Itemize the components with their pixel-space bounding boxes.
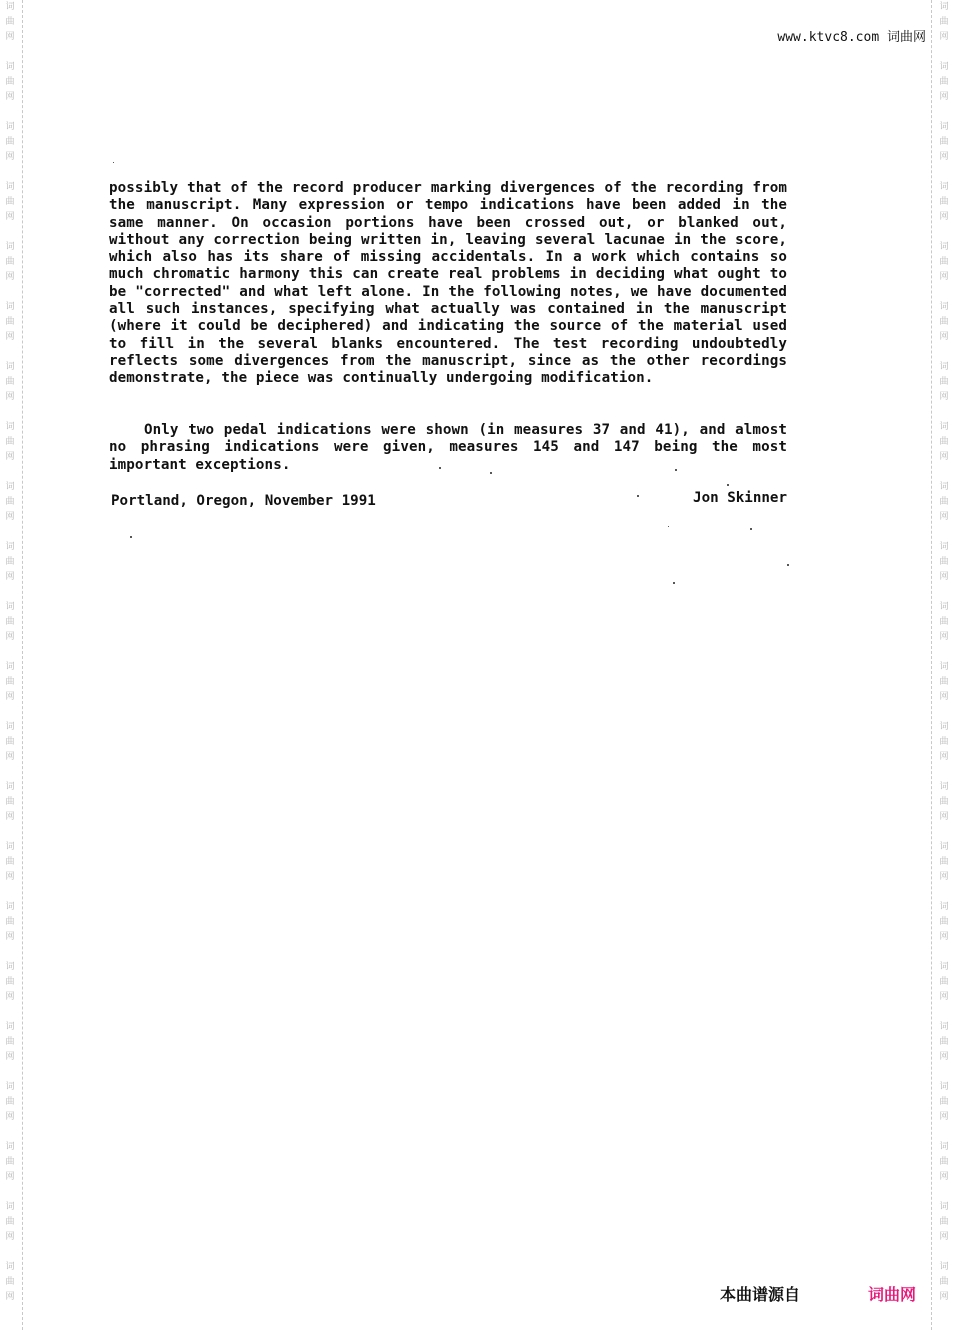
watermark-glyph: 曲 — [5, 1217, 15, 1227]
scan-speck — [113, 162, 114, 163]
watermark-group — [2, 360, 18, 420]
watermark-glyph: 词 — [939, 662, 949, 672]
watermark-glyph: 网 — [5, 392, 15, 402]
author-signature: Jon Skinner — [693, 490, 787, 506]
watermark-glyph: 曲 — [5, 1097, 15, 1107]
watermark-glyph: 曲 — [5, 17, 15, 27]
watermark-glyph: 词 — [5, 1142, 15, 1152]
watermark-group — [936, 720, 952, 780]
watermark-glyph: 曲 — [939, 377, 949, 387]
watermark-glyph: 网 — [5, 92, 15, 102]
watermark-group — [936, 60, 952, 120]
watermark-glyph: 词 — [939, 422, 949, 432]
scan-speck — [727, 484, 729, 486]
watermark-glyph: 曲 — [939, 1217, 949, 1227]
watermark-glyph: 词 — [939, 542, 949, 552]
watermark-glyph: 词 — [5, 782, 15, 792]
watermark-glyph: 词 — [5, 602, 15, 612]
watermark-glyph: 网 — [5, 1232, 15, 1242]
watermark-glyph: 词 — [939, 182, 949, 192]
watermark-glyph: 网 — [5, 1292, 15, 1302]
watermark-glyph: 曲 — [5, 917, 15, 927]
watermark-group — [936, 480, 952, 540]
watermark-glyph: 网 — [939, 272, 949, 282]
watermark-glyph: 词 — [939, 902, 949, 912]
watermark-group — [936, 1080, 952, 1140]
watermark-glyph: 曲 — [939, 797, 949, 807]
watermark-glyph: 词 — [939, 242, 949, 252]
watermark-glyph: 词 — [5, 1262, 15, 1272]
watermark-glyph: 词 — [939, 1142, 949, 1152]
watermark-glyph: 词 — [5, 542, 15, 552]
watermark-glyph: 词 — [939, 1262, 949, 1272]
watermark-glyph: 曲 — [5, 317, 15, 327]
watermark-glyph: 网 — [939, 1292, 949, 1302]
watermark-group — [936, 540, 952, 600]
site-name: 词曲网 — [886, 30, 926, 45]
watermark-glyph: 词 — [939, 1022, 949, 1032]
watermark-glyph: 网 — [939, 152, 949, 162]
watermark-glyph: 词 — [939, 782, 949, 792]
right-edge-line — [931, 0, 932, 1330]
watermark-glyph: 曲 — [939, 1277, 949, 1287]
watermark-glyph: 曲 — [5, 677, 15, 687]
watermark-glyph: 网 — [5, 992, 15, 1002]
watermark-glyph: 网 — [939, 932, 949, 942]
watermark-glyph: 词 — [5, 1022, 15, 1032]
watermark-group — [936, 420, 952, 480]
watermark-group — [936, 1020, 952, 1080]
watermark-group — [2, 420, 18, 480]
watermark-glyph: 曲 — [5, 437, 15, 447]
left-edge-line — [22, 0, 23, 1330]
watermark-glyph: 词 — [939, 302, 949, 312]
watermark-glyph: 曲 — [939, 17, 949, 27]
watermark-group — [2, 120, 18, 180]
watermark-group — [2, 1020, 18, 1080]
scan-speck — [787, 564, 789, 566]
watermark-glyph: 曲 — [939, 77, 949, 87]
watermark-group — [936, 840, 952, 900]
watermark-glyph: 曲 — [5, 737, 15, 747]
watermark-group — [2, 180, 18, 240]
watermark-glyph: 词 — [5, 2, 15, 12]
watermark-glyph: 网 — [939, 452, 949, 462]
watermark-glyph: 词 — [5, 482, 15, 492]
watermark-glyph: 网 — [939, 1052, 949, 1062]
watermark-glyph: 网 — [5, 32, 15, 42]
watermark-glyph: 网 — [939, 692, 949, 702]
watermark-glyph: 网 — [5, 752, 15, 762]
watermark-glyph: 曲 — [939, 737, 949, 747]
watermark-glyph: 网 — [5, 872, 15, 882]
place-date-line: Portland, Oregon, November 1991 — [111, 493, 376, 509]
watermark-group — [2, 1200, 18, 1260]
watermark-glyph: 网 — [5, 1052, 15, 1062]
watermark-glyph: 曲 — [939, 497, 949, 507]
watermark-glyph: 曲 — [939, 917, 949, 927]
watermark-glyph: 词 — [5, 962, 15, 972]
watermark-glyph: 曲 — [939, 977, 949, 987]
watermark-group — [936, 1140, 952, 1200]
watermark-group — [2, 840, 18, 900]
watermark-group — [2, 600, 18, 660]
watermark-glyph: 词 — [5, 662, 15, 672]
watermark-glyph: 词 — [5, 242, 15, 252]
watermark-glyph: 曲 — [939, 1157, 949, 1167]
watermark-glyph: 网 — [939, 632, 949, 642]
watermark-group — [2, 0, 18, 60]
watermark-group — [936, 120, 952, 180]
footer-source-label: 本曲谱源自 — [720, 1285, 801, 1304]
watermark-glyph: 曲 — [5, 197, 15, 207]
watermark-glyph: 曲 — [939, 857, 949, 867]
watermark-glyph: 词 — [939, 122, 949, 132]
watermark-group — [2, 960, 18, 1020]
left-watermark-column — [2, 0, 18, 1330]
watermark-glyph: 曲 — [5, 1277, 15, 1287]
watermark-glyph: 网 — [939, 752, 949, 762]
watermark-group — [936, 360, 952, 420]
watermark-glyph: 曲 — [5, 797, 15, 807]
watermark-glyph: 词 — [5, 842, 15, 852]
watermark-glyph: 曲 — [939, 1037, 949, 1047]
watermark-glyph: 网 — [5, 512, 15, 522]
watermark-group — [2, 780, 18, 840]
watermark-glyph: 词 — [939, 362, 949, 372]
watermark-glyph: 网 — [5, 152, 15, 162]
watermark-glyph: 网 — [5, 1112, 15, 1122]
watermark-glyph: 曲 — [939, 557, 949, 567]
watermark-glyph: 曲 — [939, 257, 949, 267]
watermark-glyph: 网 — [939, 332, 949, 342]
site-url: www.ktvc8.com — [777, 30, 880, 45]
watermark-glyph: 网 — [939, 812, 949, 822]
watermark-glyph: 曲 — [5, 1157, 15, 1167]
watermark-glyph: 词 — [5, 362, 15, 372]
scan-speck — [490, 472, 492, 474]
watermark-glyph: 曲 — [939, 317, 949, 327]
watermark-glyph: 曲 — [939, 677, 949, 687]
watermark-glyph: 曲 — [939, 1097, 949, 1107]
watermark-glyph: 词 — [5, 1202, 15, 1212]
watermark-glyph: 曲 — [5, 497, 15, 507]
watermark-glyph: 词 — [939, 482, 949, 492]
watermark-glyph: 词 — [939, 602, 949, 612]
scan-speck — [668, 526, 669, 527]
watermark-group — [2, 1080, 18, 1140]
watermark-glyph: 网 — [5, 212, 15, 222]
watermark-group — [936, 180, 952, 240]
watermark-glyph: 曲 — [5, 137, 15, 147]
watermark-glyph: 曲 — [939, 137, 949, 147]
watermark-glyph: 词 — [939, 1082, 949, 1092]
watermark-glyph: 曲 — [5, 977, 15, 987]
watermark-glyph: 网 — [939, 1172, 949, 1182]
watermark-group — [2, 660, 18, 720]
watermark-glyph: 曲 — [5, 557, 15, 567]
scan-speck — [637, 495, 639, 497]
watermark-group — [936, 1200, 952, 1260]
watermark-group — [2, 900, 18, 960]
watermark-group — [936, 1260, 952, 1320]
watermark-group — [936, 660, 952, 720]
footer-brand-link[interactable]: 词曲网 — [868, 1285, 917, 1304]
watermark-group — [936, 900, 952, 960]
watermark-glyph: 词 — [939, 1202, 949, 1212]
watermark-glyph: 网 — [5, 452, 15, 462]
scan-speck — [750, 528, 752, 530]
watermark-group — [2, 720, 18, 780]
watermark-glyph: 曲 — [5, 857, 15, 867]
watermark-group — [936, 0, 952, 60]
watermark-glyph: 曲 — [5, 1037, 15, 1047]
watermark-glyph: 词 — [5, 122, 15, 132]
watermark-group — [2, 480, 18, 540]
watermark-group — [936, 300, 952, 360]
scan-speck — [130, 536, 132, 538]
watermark-glyph: 网 — [5, 332, 15, 342]
watermark-glyph: 网 — [939, 212, 949, 222]
watermark-glyph: 网 — [939, 872, 949, 882]
watermark-group — [2, 60, 18, 120]
watermark-glyph: 曲 — [5, 257, 15, 267]
watermark-glyph: 曲 — [939, 617, 949, 627]
body-paragraph-2: Only two pedal indications were shown (in measures 37 and 41), and almost no phrasing indications were given, measures 145 and 147 being the most important exceptions. — [109, 422, 787, 473]
watermark-glyph: 网 — [939, 392, 949, 402]
watermark-glyph: 词 — [939, 2, 949, 12]
watermark-glyph: 词 — [5, 722, 15, 732]
watermark-glyph: 词 — [5, 422, 15, 432]
watermark-glyph: 网 — [5, 812, 15, 822]
watermark-glyph: 曲 — [5, 77, 15, 87]
watermark-glyph: 网 — [939, 32, 949, 42]
watermark-group — [2, 540, 18, 600]
site-header-link[interactable] — [777, 26, 926, 45]
watermark-group — [936, 600, 952, 660]
watermark-glyph: 词 — [939, 62, 949, 72]
scan-speck — [673, 582, 675, 584]
watermark-group — [2, 1260, 18, 1320]
watermark-glyph: 网 — [5, 272, 15, 282]
watermark-glyph: 网 — [5, 572, 15, 582]
scan-speck — [675, 469, 677, 471]
watermark-group — [2, 1140, 18, 1200]
watermark-group — [936, 780, 952, 840]
watermark-group — [2, 240, 18, 300]
watermark-glyph: 网 — [939, 512, 949, 522]
watermark-glyph: 词 — [5, 62, 15, 72]
watermark-glyph: 词 — [939, 722, 949, 732]
watermark-glyph: 词 — [5, 1082, 15, 1092]
watermark-glyph: 网 — [939, 1232, 949, 1242]
watermark-glyph: 词 — [939, 842, 949, 852]
watermark-glyph: 曲 — [939, 197, 949, 207]
body-paragraph-1: possibly that of the record producer marking divergences of the recording from the manuscript. Many expression or tempo indications have been added in the same manner. On occasion portions have been crossed out, or blanked out, without any correction being written in, leaving several lacunae in the score, which also has its share of missing accidentals. In a work which contains so much chromatic harmony this can create real problems in deciding what ought to be "corrected" and what left alone. In the following notes, we have documented all such instances, specifying what actually was contained in the manuscript (where it could be deciphered) and indicating the source of the material used to fill in the several blanks encountered. The test recording undoubtedly reflects some divergences from the manuscript, since as the other recordings demonstrate, the piece was continually undergoing modification. — [109, 180, 787, 387]
watermark-glyph: 网 — [939, 572, 949, 582]
watermark-glyph: 曲 — [939, 437, 949, 447]
watermark-glyph: 词 — [939, 962, 949, 972]
watermark-glyph: 曲 — [5, 617, 15, 627]
watermark-glyph: 词 — [5, 902, 15, 912]
watermark-glyph: 网 — [5, 932, 15, 942]
scan-speck — [439, 467, 441, 469]
watermark-glyph: 网 — [5, 1172, 15, 1182]
watermark-group — [936, 960, 952, 1020]
watermark-glyph: 网 — [939, 1112, 949, 1122]
watermark-glyph: 词 — [5, 302, 15, 312]
watermark-glyph: 曲 — [5, 377, 15, 387]
right-watermark-column — [936, 0, 952, 1330]
watermark-glyph: 网 — [5, 692, 15, 702]
watermark-glyph: 词 — [5, 182, 15, 192]
watermark-glyph: 网 — [939, 992, 949, 1002]
watermark-group — [2, 300, 18, 360]
watermark-glyph: 网 — [939, 92, 949, 102]
watermark-glyph: 网 — [5, 632, 15, 642]
watermark-group — [936, 240, 952, 300]
